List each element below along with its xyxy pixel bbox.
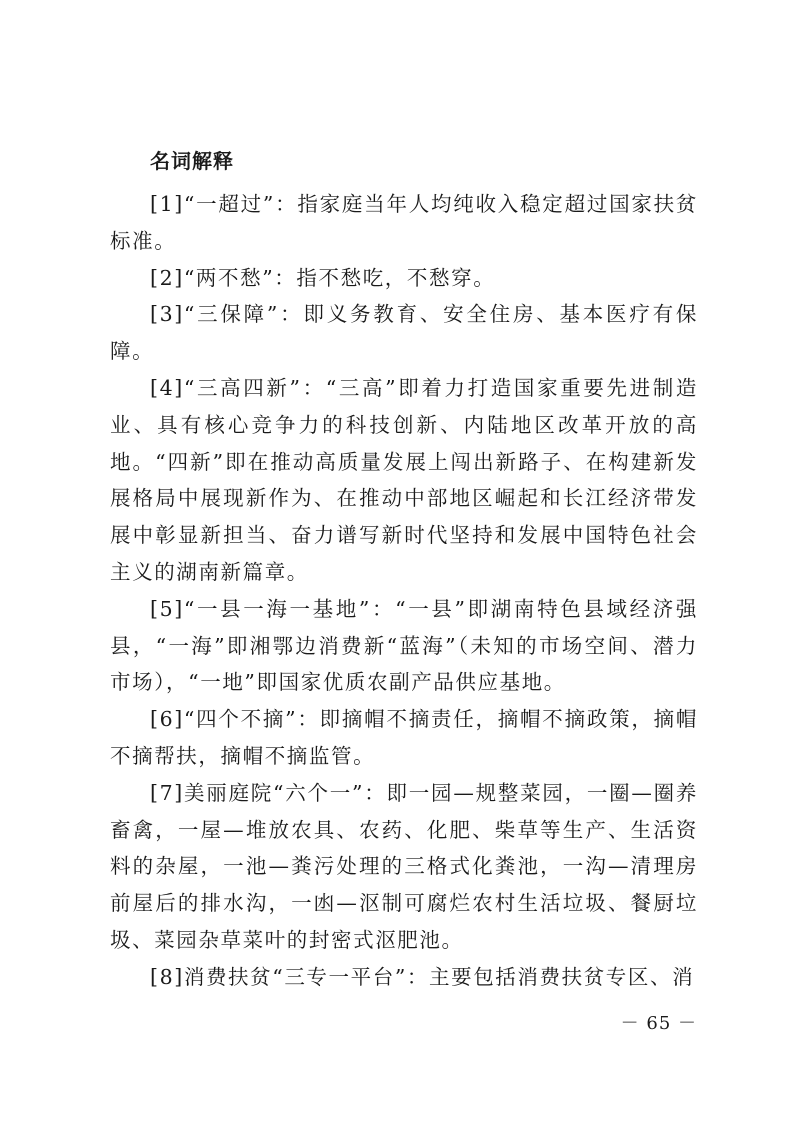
glossary-entry-8: [8]消费扶贫“三专一平台”：主要包括消费扶贫专区、消	[150, 964, 695, 989]
glossary-entry-6: [6]“四个不摘”：即摘帽不摘责任，摘帽不摘政策，摘帽不摘帮扶，摘帽不摘监管。	[110, 707, 698, 768]
glossary-entry-1: [1]“一超过”：指家庭当年人均纯收入稳定超过国家扶贫标准。	[110, 192, 698, 253]
page-number: － 65 －	[620, 1013, 697, 1034]
glossary-entry-4: [4]“三高四新”：“三高”即着力打造国家重要先进制造业、具有核心竞争力的科技创新、内陆地区改革开放的高地。“四新”即在推动高质量发展上闯出新路子、在构建新发展格局中展现新作为、在推动中部地区崛起和长江经济带发展中彰显新担当、奋力谱写新时代坚持和发展中国特色社会主义的湖南新篇章。	[110, 375, 698, 584]
document-page	[110, 148, 698, 996]
glossary-entry-2: [2]“两不愁”：指不愁吃，不愁穿。	[150, 265, 496, 290]
glossary-entry-5: [5]“一县一海一基地”：“一县”即湖南特色县域经济强县，“一海”即湘鄂边消费新“蓝海”（未知的市场空间、潜力市场），“一地”即国家优质农副产品供应基地。	[110, 596, 698, 695]
glossary-entry-7: [7]美丽庭院“六个一”：即一园—规整菜园，一圈—圈养畜禽，一屋—堆放农具、农药、化肥、柴草等生产、生活资料的杂屋，一池—粪污处理的三格式化粪池，一沟—清理房前屋后的排水沟，一凼—沤制可腐烂农村生活垃圾、餐厨垃圾、菜园杂草菜叶的封密式沤肥池。	[110, 780, 698, 952]
section-heading: 名词解释	[150, 149, 234, 173]
glossary-entry-3: [3]“三保障”：即义务教育、安全住房、基本医疗有保障。	[110, 302, 698, 364]
